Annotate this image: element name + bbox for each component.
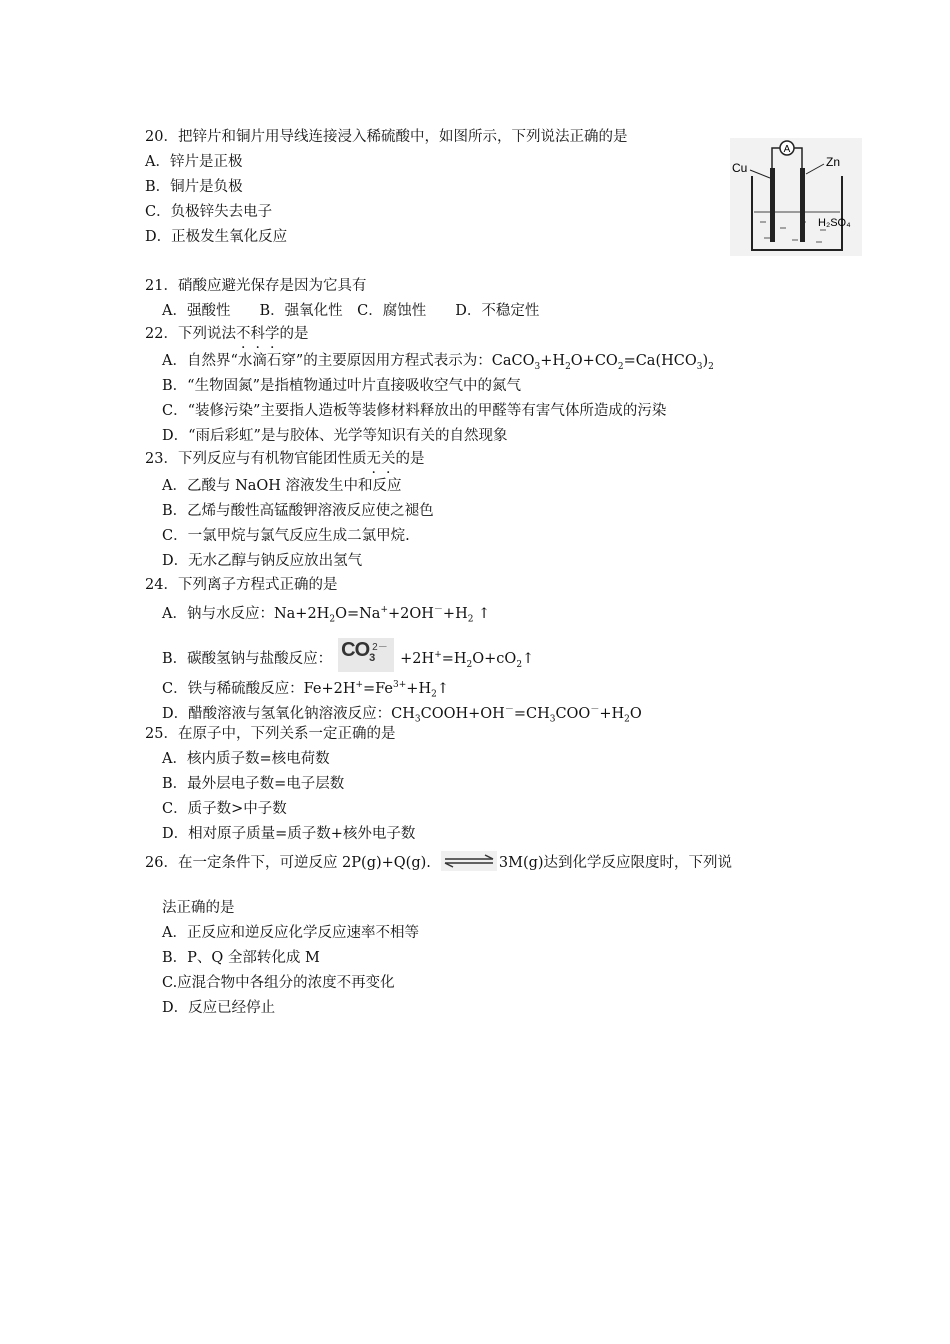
galvanic-cell-figure bbox=[730, 138, 862, 256]
zn-label: Zn bbox=[826, 155, 841, 169]
ammeter-label: A bbox=[783, 144, 791, 155]
q23-stem: 23．下列反应与有机物官能团性质无关的是 bbox=[145, 451, 425, 467]
q23-option-c: C．一氯甲烷与氯气反应生成二氯甲烷. bbox=[162, 528, 410, 544]
q24-option-d: D．醋酸溶液与氢氧化钠溶液反应：$CH_3COOH+OH^-=CH_3COO^-+H_2O$ bbox=[162, 705, 642, 725]
galvanic-cell-diagram bbox=[730, 138, 862, 256]
q26-stem: 26．在一定条件下，可逆反应 2P(g)+Q(g). 3M(g)达到化学反应限度时，下列说 bbox=[145, 853, 732, 873]
q26-option-d: D．反应已经停止 bbox=[162, 1000, 276, 1016]
q23-option-a: A．乙酸与 NaOH 溶液发生中和反应 bbox=[162, 478, 402, 494]
acid-label: H₂SO₄ bbox=[818, 217, 851, 229]
q25-option-b: B．最外层电子数=电子层数 bbox=[162, 776, 345, 792]
carbonate-ion-image: $CO_3$ 2－ bbox=[338, 638, 394, 672]
equilibrium-arrow-icon bbox=[441, 851, 497, 871]
q24-option-c: C．铁与稀硫酸反应：$Fe+2H^+=Fe^{3+}+H_2↑$ bbox=[162, 680, 449, 700]
q21-options: A．强酸性 B．强氧化性 C．腐蚀性 D．不稳定性 bbox=[162, 303, 540, 319]
q26-option-c: C.应混合物中各组分的浓度不再变化 bbox=[162, 975, 395, 991]
q20-stem: 20．把锌片和铜片用导线连接浸入稀硫酸中，如图所示，下列说法正确的是 bbox=[145, 129, 628, 145]
cu-label: Cu bbox=[732, 161, 748, 175]
q25-option-a: A．核内质子数=核电荷数 bbox=[162, 751, 330, 767]
q25-option-d: D．相对原子质量=质子数+核外电子数 bbox=[162, 826, 416, 842]
q20-option-d: D．正极发生氧化反应 bbox=[145, 229, 288, 245]
q26-option-a: A．正反应和逆反应化学反应速率不相等 bbox=[162, 925, 419, 941]
q22-option-a: A．自然界“水滴石穿”的主要原因用方程式表示为：$CaCO_3+H_2O+CO_2=Ca(HCO_3)_2$ bbox=[162, 353, 714, 372]
q24-stem: 24．下列离子方程式正确的是 bbox=[145, 577, 338, 593]
q22-stem: 22．下列说法不科学的是 bbox=[145, 326, 309, 342]
q24-option-a: A．钠与水反应：$Na+2H_2O=Na^++2OH^-+H_2$ ↑ bbox=[162, 605, 491, 625]
q24-option-b: B．碳酸氢钠与盐酸反应： $CO_3$ 2－ $+2H^+=H_2O+cO_2↑$ bbox=[162, 642, 534, 676]
q22-option-d: D．“雨后彩虹”是与胶体、光学等知识有关的自然现象 bbox=[162, 428, 508, 444]
q22-option-c: C．“装修污染”主要指人造板等装修材料释放出的甲醛等有害气体所造成的污染 bbox=[162, 403, 667, 419]
q21-stem: 21．硝酸应避光保存是因为它具有 bbox=[145, 278, 367, 294]
q20-option-c: C．负极锌失去电子 bbox=[145, 204, 273, 220]
q23-option-d: D．无水乙醇与钠反应放出氢气 bbox=[162, 553, 363, 569]
q26-stem-cont: 法正确的是 bbox=[162, 900, 235, 916]
q22-option-b: B．“生物固氮”是指植物通过叶片直接吸收空气中的氮气 bbox=[162, 378, 521, 394]
q23-option-b: B．乙烯与酸性高锰酸钾溶液反应使之褪色 bbox=[162, 503, 434, 519]
q20-option-b: B．铜片是负极 bbox=[145, 179, 243, 195]
q25-stem: 25．在原子中，下列关系一定正确的是 bbox=[145, 726, 396, 742]
q20-option-a: A．锌片是正极 bbox=[145, 154, 243, 170]
q26-option-b: B．P、Q 全部转化成 M bbox=[162, 950, 320, 966]
q25-option-c: C．质子数>中子数 bbox=[162, 801, 287, 817]
